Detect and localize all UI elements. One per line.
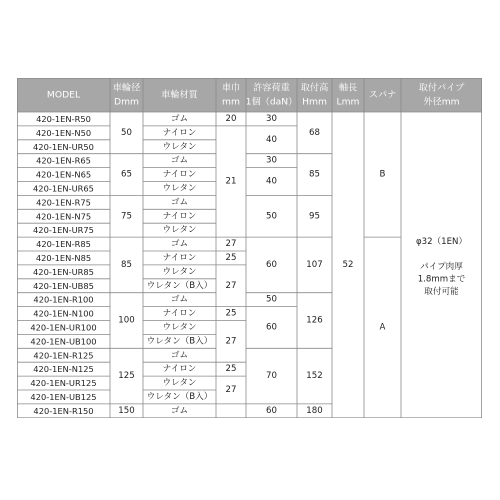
material-cell: ゴム bbox=[170, 197, 189, 208]
width-cell: 25 bbox=[225, 252, 237, 263]
model-cell: 420-1EN-UR65 bbox=[33, 183, 94, 194]
wheel-dia-cell: 50 bbox=[121, 127, 132, 138]
wheel-dia-cell: 85 bbox=[121, 259, 132, 270]
load-cell: 40 bbox=[266, 134, 277, 145]
width-cell: 27 bbox=[225, 280, 237, 291]
load-cell: 50 bbox=[266, 211, 277, 222]
load-cell: 40 bbox=[266, 176, 277, 187]
material-cell: ウレタン bbox=[162, 141, 197, 152]
width-cell: 27 bbox=[225, 239, 237, 250]
material-cell: ゴム bbox=[170, 155, 189, 166]
load-cell: 30 bbox=[266, 113, 277, 124]
model-cell: 420-1EN-R100 bbox=[33, 294, 94, 305]
header-axle: Lmm bbox=[336, 96, 360, 108]
header-pipe: 取付パイプ bbox=[418, 82, 465, 94]
model-cell: 420-1EN-N85 bbox=[35, 252, 92, 263]
material-cell: ナイロン bbox=[162, 169, 197, 180]
header-wheel-dia: Dmm bbox=[114, 96, 139, 108]
width-cell: 25 bbox=[225, 364, 237, 375]
pipe-note-line: 1.8mmまで bbox=[417, 274, 466, 285]
header-height: 取付高 bbox=[300, 82, 329, 94]
header-load: 許容荷重 bbox=[253, 82, 290, 94]
model-cell: 420-1EN-N75 bbox=[35, 211, 92, 222]
material-cell: ナイロン bbox=[162, 211, 197, 222]
header-axle: 軸長 bbox=[338, 82, 358, 94]
material-cell: ゴム bbox=[170, 350, 189, 361]
width-cell: 27 bbox=[225, 385, 237, 395]
model-cell: 420-1EN-UR50 bbox=[33, 141, 94, 152]
header-width: mm bbox=[222, 96, 240, 108]
load-cell: 60 bbox=[266, 322, 277, 333]
model-cell: 420-1EN-R150 bbox=[33, 405, 94, 416]
model-cell: 420-1EN-R125 bbox=[33, 350, 94, 361]
header-width: 車巾 bbox=[221, 82, 241, 94]
material-cell: ウレタン bbox=[162, 183, 197, 194]
header-spanner: スパナ bbox=[368, 89, 397, 101]
model-cell: 420-1EN-UR125 bbox=[30, 378, 97, 389]
material-cell: ナイロン bbox=[162, 308, 197, 319]
header-pipe: 外径mm bbox=[423, 96, 460, 108]
model-cell: 420-1EN-N100 bbox=[33, 308, 94, 319]
material-cell: ゴム bbox=[170, 405, 189, 416]
wheel-dia-cell: 125 bbox=[118, 371, 135, 382]
height-cell: 85 bbox=[309, 169, 320, 180]
material-cell: ゴム bbox=[170, 239, 189, 250]
wheel-dia-cell: 150 bbox=[118, 405, 135, 416]
load-cell: 50 bbox=[266, 294, 277, 305]
material-cell: ナイロン bbox=[162, 252, 197, 263]
axle-cell: 52 bbox=[342, 259, 354, 270]
header-load: 1個（daN） bbox=[245, 96, 298, 108]
material-cell: ウレタン（B入） bbox=[146, 280, 213, 291]
spanner-cell: A bbox=[379, 322, 386, 333]
width-cell: 21 bbox=[225, 176, 237, 187]
height-cell: 152 bbox=[306, 371, 323, 382]
width-cell: 20 bbox=[225, 113, 237, 124]
spanner-cell: B bbox=[379, 169, 386, 180]
model-cell: 420-1EN-R85 bbox=[36, 239, 91, 250]
height-cell: 180 bbox=[306, 405, 323, 416]
material-cell: ゴム bbox=[170, 294, 189, 305]
height-cell: 95 bbox=[309, 211, 320, 222]
model-cell: 420-1EN-UB85 bbox=[33, 280, 94, 291]
model-cell: 420-1EN-N65 bbox=[35, 169, 92, 180]
width-cell: 27 bbox=[225, 336, 237, 347]
pipe-note-line: パイプ肉厚 bbox=[420, 262, 463, 272]
height-cell: 68 bbox=[309, 127, 320, 138]
model-cell: 420-1EN-UB100 bbox=[30, 336, 97, 347]
material-cell: ナイロン bbox=[162, 364, 197, 375]
material-cell: ウレタン bbox=[162, 266, 197, 277]
load-cell: 30 bbox=[266, 155, 277, 166]
pipe-note-line: φ32（1EN） bbox=[415, 237, 468, 247]
model-cell: 420-1EN-UR85 bbox=[33, 266, 94, 277]
material-cell: ウレタン bbox=[162, 225, 197, 236]
model-cell: 420-1EN-R75 bbox=[36, 197, 91, 208]
spec-table bbox=[17, 78, 482, 418]
material-cell: ウレタン（B入） bbox=[146, 336, 213, 347]
wheel-dia-cell: 65 bbox=[121, 169, 132, 180]
height-cell: 107 bbox=[306, 259, 323, 270]
header-wheel-dia: 車輪径 bbox=[112, 82, 141, 94]
wheel-dia-cell: 100 bbox=[118, 315, 135, 326]
load-cell: 60 bbox=[266, 405, 277, 416]
model-cell: 420-1EN-N50 bbox=[35, 127, 92, 138]
model-cell: 420-1EN-UR75 bbox=[33, 225, 94, 236]
material-cell: ゴム bbox=[170, 113, 189, 124]
header-wheel-mat: 車輪材質 bbox=[161, 89, 198, 101]
model-cell: 420-1EN-N125 bbox=[33, 364, 94, 375]
model-cell: 420-1EN-R65 bbox=[36, 155, 91, 166]
wheel-dia-cell: 75 bbox=[121, 211, 132, 222]
model-cell: 420-1EN-R50 bbox=[36, 113, 91, 124]
header-model: MODEL bbox=[46, 89, 81, 101]
model-cell: 420-1EN-UR100 bbox=[30, 322, 97, 333]
load-cell: 70 bbox=[266, 371, 277, 382]
pipe-note-line: 取付可能 bbox=[424, 287, 459, 297]
load-cell: 60 bbox=[266, 259, 277, 270]
material-cell: ナイロン bbox=[162, 127, 197, 138]
material-cell: ウレタン bbox=[162, 378, 197, 389]
header-height: Hmm bbox=[302, 96, 327, 108]
width-cell: 25 bbox=[225, 308, 237, 319]
material-cell: ウレタン bbox=[162, 322, 197, 333]
height-cell: 126 bbox=[306, 315, 323, 326]
model-cell: 420-1EN-UB125 bbox=[30, 391, 97, 402]
material-cell: ウレタン（B入） bbox=[146, 391, 213, 402]
